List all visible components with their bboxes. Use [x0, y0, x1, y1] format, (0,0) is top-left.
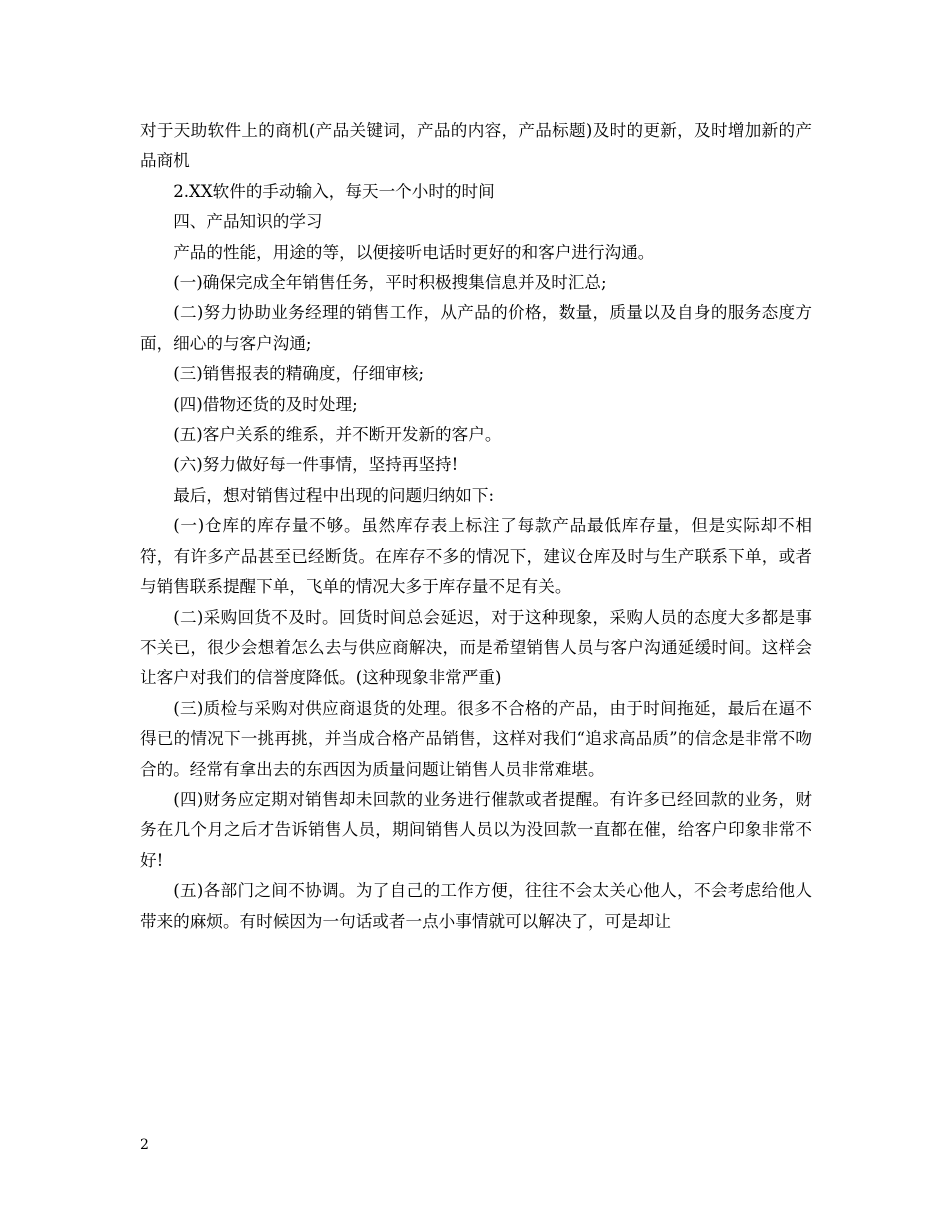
paragraph: 四、产品知识的学习	[173, 212, 323, 232]
paragraph: (一)确保完成全年销售任务，平时积极搜集信息并及时汇总;	[173, 273, 607, 293]
paragraph: (三)销售报表的精确度，仔细审核;	[173, 364, 425, 384]
page-number: 2	[140, 1137, 149, 1153]
paragraph: (三)质检与采购对供应商退货的处理。很多不合格的产品，由于时间拖延，最后在逼不得已的情况下一挑再挑，并当成合格产品销售，这样对我们“追求高品质”的信念是非常不吻合的。经常有拿出去的东西因为质量问题让销售人员非常难堪。	[140, 698, 812, 779]
paragraph: (五)客户关系的维系，并不断开发新的客户。	[173, 425, 502, 445]
paragraph: 最后，想对销售过程中出现的问题归纳如下:	[173, 485, 495, 505]
paragraph: (六)努力做好每一件事情，坚持再坚持!	[173, 455, 459, 475]
paragraph: (二)努力协助业务经理的销售工作，从产品的价格，数量，质量以及自身的服务态度方面，细心的与客户沟通;	[140, 303, 812, 353]
paragraph: 2.XX软件的手动输入，每天一个小时的时间	[173, 181, 495, 201]
paragraph: (四)借物还货的及时处理;	[173, 394, 358, 414]
paragraph: (二)采购回货不及时。回货时间总会延迟，对于这种现象，采购人员的态度大多都是事不关已，很少会想着怎么去与供应商解决，而是希望销售人员与客户沟通延缓时间。这样会让客户对我们的信誉度降低。(这种现象非常严重)	[140, 607, 812, 688]
paragraph: (五)各部门之间不协调。为了自己的工作方便，往往不会太关心他人，不会考虑给他人带来的麻烦。有时候因为一句话或者一点小事情就可以解决了，可是却让	[140, 881, 812, 931]
paragraph: 产品的性能，用途的等，以便接听电话时更好的和客户进行沟通。	[173, 242, 655, 262]
paragraph: (四)财务应定期对销售却未回款的业务进行催款或者提醒。有许多已经回款的业务，财务在几个月之后才告诉销售人员，期间销售人员以为没回款一直都在催，给客户印象非常不好!	[140, 789, 812, 870]
paragraph: (一)仓库的库存量不够。虽然库存表上标注了每款产品最低库存量，但是实际却不相符，有许多产品甚至已经断货。在库存不多的情况下，建议仓库及时与生产联系下单，或者与销售联系提醒下单，飞单的情况大多于库存量不足有关。	[140, 516, 812, 597]
page-body	[140, 116, 812, 937]
paragraph: 对于天助软件上的商机(产品关键词，产品的内容，产品标题)及时的更新，及时增加新的产品商机	[140, 121, 812, 171]
